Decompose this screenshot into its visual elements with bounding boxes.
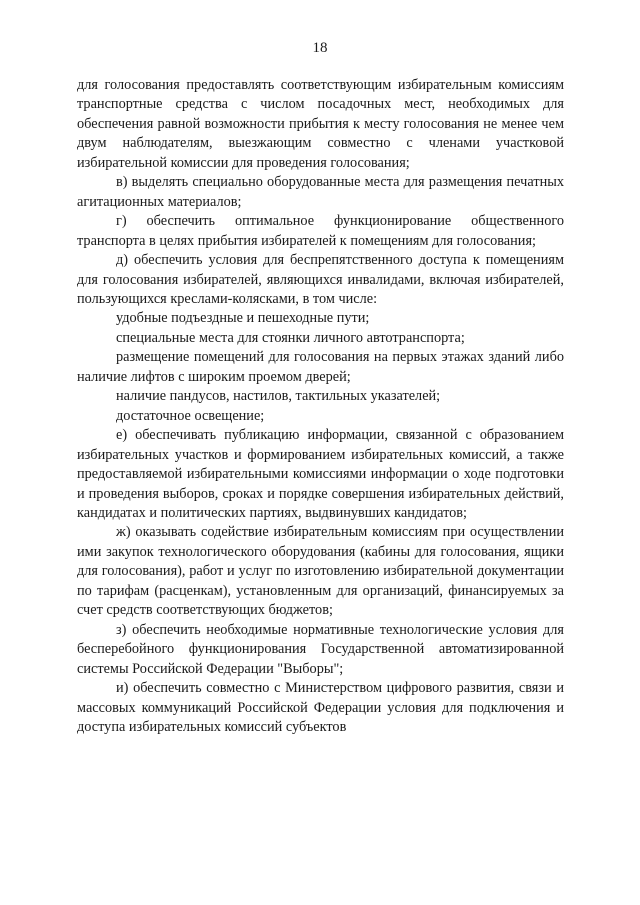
- paragraph: и) обеспечить совместно с Министерством цифрового развития, связи и массовых коммуникаций Российской Федерации условия для подключения и доступа избирательных комиссий субъектов: [77, 680, 564, 735]
- paragraph: д) обеспечить условия для беспрепятственного доступа к помещениям для голосования избирателей, являющихся инвалидами, включая избирателей, пользующихся креслами-колясками, в том числе:: [77, 252, 564, 307]
- document-body: [77, 76, 564, 737]
- paragraph: г) обеспечить оптимальное функционирование общественного транспорта в целях прибытия избирателей к помещениям для голосования;: [77, 213, 564, 249]
- paragraph: в) выделять специально оборудованные места для размещения печатных агитационных материалов;: [77, 174, 564, 210]
- paragraph: наличие пандусов, настилов, тактильных указателей;: [116, 388, 441, 405]
- paragraph: з) обеспечить необходимые нормативные технологические условия для бесперебойного функционирования Государственной автоматизированной системы Российской Федерации "Выборы";: [77, 621, 564, 677]
- paragraph: удобные подъездные и пешеходные пути;: [116, 310, 370, 327]
- page-number: 18: [312, 40, 328, 56]
- paragraph: размещение помещений для голосования на первых этажах зданий либо наличие лифтов с широким проемом дверей;: [77, 349, 564, 385]
- paragraph: ж) оказывать содействие избирательным комиссиям при осуществлении ими закупок технологического оборудования (кабины для голосования, ящики для голосования), работ и услуг по изготовлению избирательной документации по тарифам (расценкам), установленным для организаций, финансируемых за счет средств соответствующих бюджетов;: [77, 524, 564, 619]
- paragraph: специальные места для стоянки личного автотранспорта;: [116, 329, 465, 346]
- paragraph: для голосования предоставлять соответствующим избирательным комиссиям транспортные средства с числом посадочных мест, необходимых для обеспечения равной возможности прибытия к месту голосования не менее чем двум наблюдателям, выезжающим совместно с членами участковой избирательной комиссии для проведения голосования;: [77, 77, 564, 171]
- paragraph: достаточное освещение;: [116, 407, 265, 424]
- paragraph: е) обеспечивать публикацию информации, связанной с образованием избирательных участков и формированием избирательных комиссий, а также предоставляемой избирательными комиссиями информации о ходе подготовки и проведения выборов, сроках и порядке совершения избирательных действий, кандидатах и политических партиях, выдвинувших кандидатов;: [77, 427, 564, 521]
